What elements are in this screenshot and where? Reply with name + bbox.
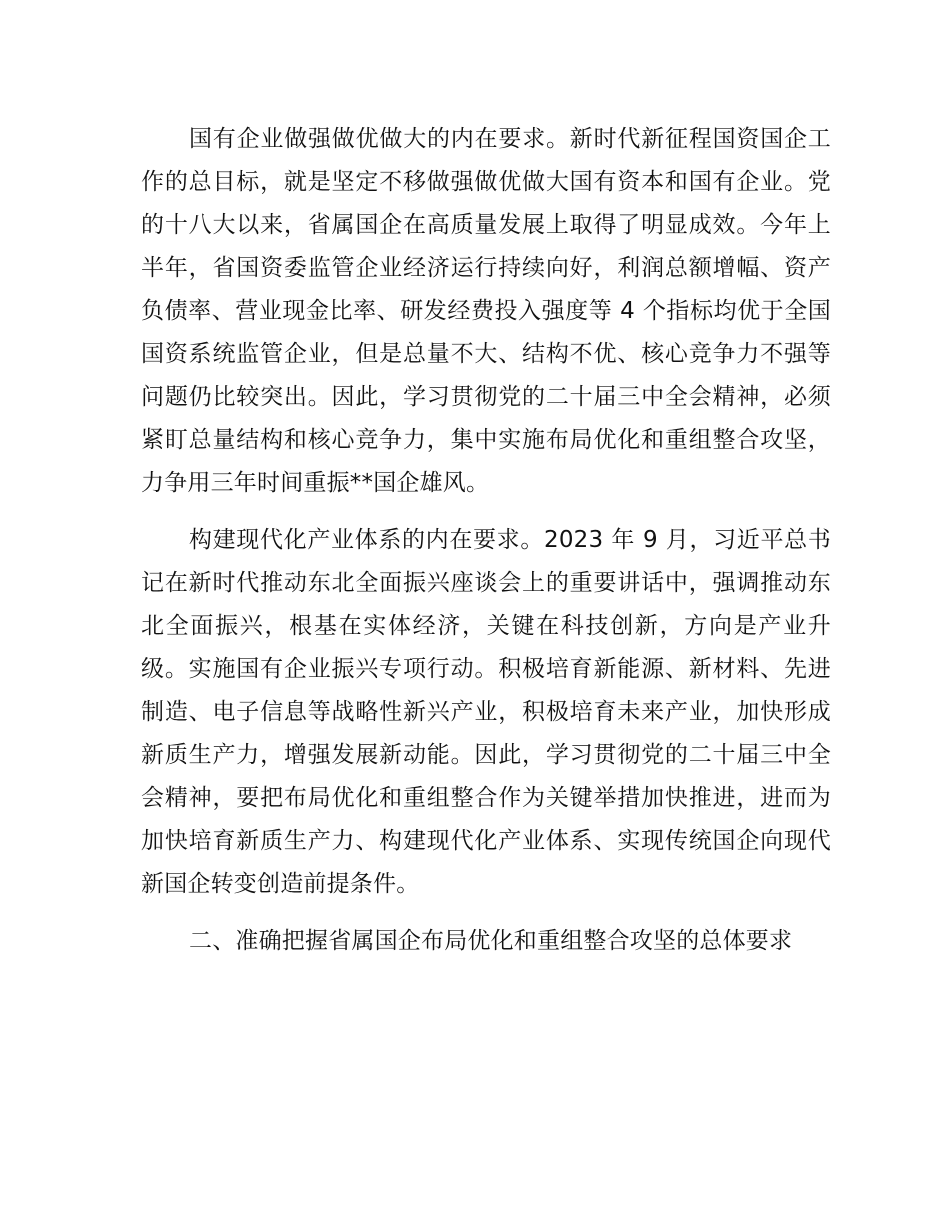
document-body [141,118,831,977]
paragraph-soe-stronger: 国有企业做强做优做大的内在要求。新时代新征程国资国企工作的总目标，就是坚定不移做强做优做大国有资本和国有企业。党的十八大以来，省属国企在高质量发展上取得了明显成效。今年上半年，省国资委监管企业经济运行持续向好，利润总额增幅、资产负债率、营业现金比率、研发经费投入强度等 4 个指标均优于全国国资系统监管企业，但是总量不大、结构不优、核心竞争力不强等问题仍比较突出。因此，学习贯彻党的二十届三中全会精神，必须紧盯总量结构和核心竞争力，集中实施布局优化和重组整合攻坚，力争用三年时间重振**国企雄风。 [141,126,831,496]
section-heading-two: 二、准确把握省属国企布局优化和重组整合攻坚的总体要求 [189,928,793,954]
paragraph-modern-industry: 构建现代化产业体系的内在要求。2023 年 9 月，习近平总书记在新时代推动东北全面振兴座谈会上的重要讲话中，强调推动东北全面振兴，根基在实体经济，关键在科技创新，方向是产业升级。实施国有企业振兴专项行动。积极培育新能源、新材料、先进制造、电子信息等战略性新兴产业，积极培育未来产业，加快形成新质生产力，增强发展新动能。因此，学习贯彻党的二十届三中全会精神，要把布局优化和重组整合作为关键举措加快推进，进而为加快培育新质生产力、构建现代化产业体系、实现传统国企向现代新国企转变创造前提条件。 [141,527,831,897]
